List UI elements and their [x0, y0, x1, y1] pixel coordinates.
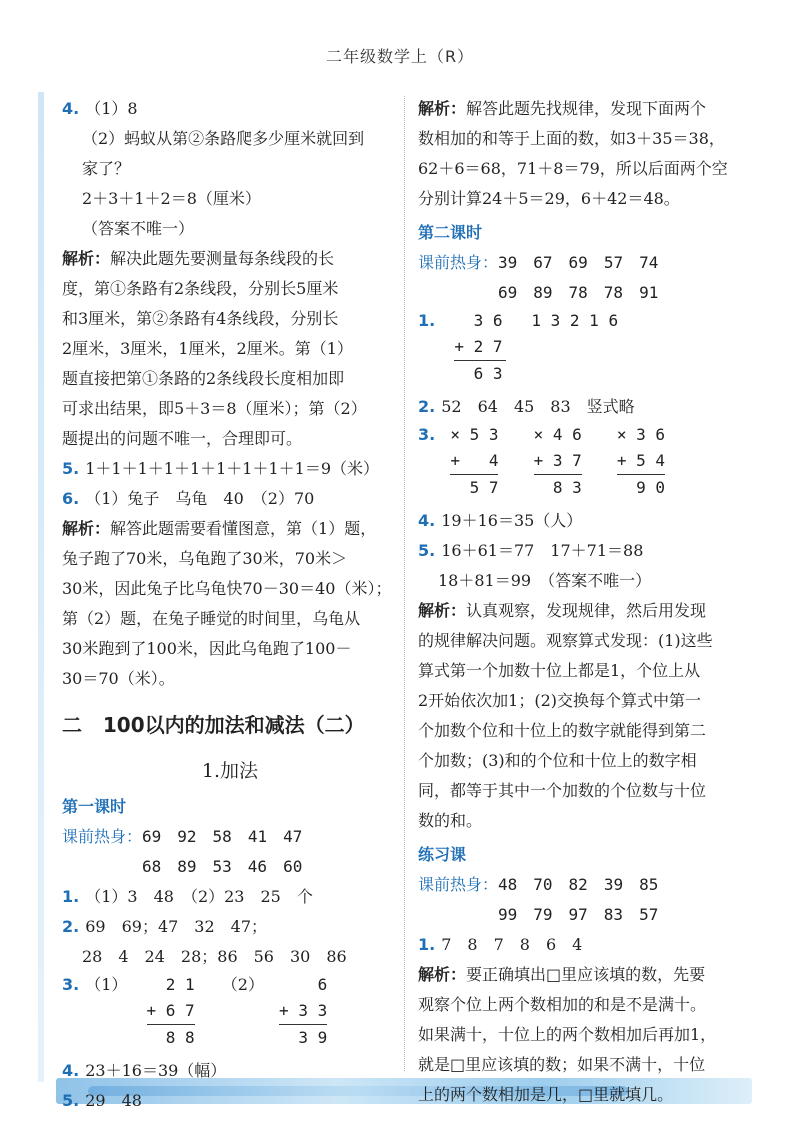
answer-2-line-1 — [62, 912, 398, 942]
answer-text: 23＋16＝39（幅） — [85, 1061, 227, 1080]
question-number: 4. — [62, 99, 80, 118]
chapter-title: 100以内的加法和减法（二） — [102, 713, 365, 737]
answer-part-label: （2） — [221, 975, 264, 994]
answer-b5-line-2: 18＋81＝99 （答案不唯一） — [438, 571, 652, 590]
vertical-calculation — [147, 972, 195, 1051]
analysis-line: 2厘米，3厘米，1厘米，2厘米。第（1） — [62, 339, 353, 358]
lesson-title: 第二课时 — [418, 223, 483, 242]
question-number: 1. — [418, 935, 436, 954]
question-number: 3. — [418, 425, 436, 444]
answer-1 — [62, 882, 398, 912]
warmup-row-1: 39 67 69 57 74 — [498, 253, 659, 272]
analysis-line: 解答此题先找规律，发现下面两个 — [466, 99, 707, 118]
page-header-title: 二年级数学上（R） — [325, 47, 475, 66]
question-number: 4. — [418, 511, 436, 530]
warmup-row-2: 68 89 53 46 60 — [142, 857, 303, 876]
analysis-line: 算式第一个加数十位上都是1，个位上从 — [418, 661, 701, 680]
analysis-line: 可求出结果，即5＋3＝8（厘米）；第（2） — [62, 399, 367, 418]
question-number: 5. — [418, 541, 436, 560]
analysis-line: 分别计算24＋5＝29，6＋42＝48。 — [418, 189, 680, 208]
analysis-line: 个加数个位和十位上的数字就能得到第二 — [418, 721, 707, 740]
analysis-line: 同，都等于其中一个加数的个位数与十位 — [418, 781, 707, 800]
analysis-line: 数的和。 — [418, 811, 483, 830]
answer-text: 52 64 45 83 竖式略 — [441, 397, 635, 416]
answer-text: 1＋1＋1＋1＋1＋1＋1＋1＋1＝9（米） — [85, 459, 380, 478]
analysis-line: 上的两个数相加是几，□里就填几。 — [418, 1085, 674, 1104]
answer-4b — [62, 1056, 398, 1086]
question-number: 1. — [418, 311, 436, 330]
analysis-label: 解析： — [418, 965, 467, 984]
analysis-line: 2开始依次加1；(2)交换每个算式中第一 — [418, 691, 702, 710]
calc-row: + 3 7 — [533, 451, 582, 470]
calc-result: 9 0 — [617, 474, 665, 501]
lesson-title: 第一课时 — [62, 797, 127, 816]
answer-text: 69 69；47 32 47； — [85, 917, 268, 936]
chapter-number: 二 — [62, 713, 82, 737]
analysis-block-b5 — [418, 596, 748, 836]
question-number: 6. — [62, 489, 80, 508]
answer-text: 16＋61＝77 17＋71＝88 — [441, 541, 644, 560]
chapter-heading — [62, 700, 398, 750]
warmup-label: 课前热身： — [418, 875, 499, 894]
calc-row: 6 — [279, 975, 328, 994]
warmup-label: 课前热身： — [62, 827, 143, 846]
analysis-block-c1 — [418, 960, 748, 1110]
answer-b1 — [418, 308, 748, 392]
answer-3 — [62, 972, 398, 1056]
analysis-line: 30米，因此兔子比乌龟快70－30＝40（米）； — [62, 579, 392, 598]
analysis-line: 题直接把第①条路的2条线段长度相加即 — [62, 369, 345, 388]
warmup-row-1: 69 92 58 41 47 — [142, 827, 303, 846]
analysis-line: 62＋6＝68，71＋8＝79，所以后面两个空 — [418, 159, 728, 178]
vertical-calculation — [454, 308, 618, 387]
answer-5 — [62, 454, 398, 484]
analysis-block-top — [418, 94, 748, 214]
calc-row: + 3 3 — [279, 1001, 328, 1020]
vertical-calculation — [617, 422, 665, 501]
answer-text: 7 8 7 8 6 4 — [441, 935, 583, 954]
analysis-label: 解析： — [418, 99, 467, 118]
question-number: 4. — [62, 1061, 80, 1080]
answer-b2 — [418, 392, 748, 422]
right-column — [418, 94, 748, 1110]
analysis-line: 兔子跑了70米，乌龟跑了30米，70米＞ — [62, 549, 348, 568]
analysis-line: 30＝70（米）。 — [62, 669, 175, 688]
analysis-line: 解决此题先要测量每条线段的长 — [110, 249, 335, 268]
vertical-calculation — [534, 422, 582, 501]
left-column — [62, 94, 398, 1116]
answer-b3 — [418, 422, 748, 506]
answer-text: 19＋16＝35（人） — [441, 511, 583, 530]
answer-text: （1）8 — [85, 99, 138, 118]
analysis-block-4 — [62, 244, 398, 454]
warmup-row-2: 69 89 78 78 91 — [498, 283, 659, 302]
column-divider — [404, 96, 406, 1071]
question-number: 1. — [62, 887, 80, 906]
analysis-line: 题提出的问题不唯一，合理即可。 — [62, 429, 303, 448]
question-number: 3. — [62, 975, 80, 994]
analysis-label: 解析： — [418, 601, 467, 620]
calc-row: × 5 3 — [450, 425, 499, 444]
calc-row: + 6 7 — [146, 1001, 195, 1020]
question-number: 5. — [62, 1091, 80, 1110]
section-heading: 1.加法 — [201, 760, 259, 782]
vertical-calculation — [279, 972, 327, 1051]
warmup-row-1: 48 70 82 39 85 — [498, 875, 659, 894]
calc-row: × 4 6 — [533, 425, 582, 444]
answer-4-line-4: 2＋3＋1＋2＝8（厘米） — [82, 189, 261, 208]
question-number: 2. — [418, 397, 436, 416]
lesson-title: 练习课 — [418, 845, 467, 864]
analysis-line: 观察个位上两个数相加的和是不是满十。 — [418, 995, 707, 1014]
calc-result: 5 7 — [450, 474, 498, 501]
analysis-label: 解析： — [62, 249, 111, 268]
answer-4-line-5: （答案不唯一） — [82, 219, 195, 238]
answer-text: 29 48 — [85, 1091, 142, 1110]
analysis-label: 解析： — [62, 519, 111, 538]
analysis-line: 和3厘米，第②条路有4条线段，分别长 — [62, 309, 339, 328]
answer-6 — [62, 484, 398, 514]
warmup-row-2: 99 79 97 83 57 — [498, 905, 659, 924]
analysis-block-6 — [62, 514, 398, 694]
analysis-line: 的规律解决问题。观察算式发现：(1)这些 — [418, 631, 713, 650]
analysis-line: 认真观察，发现规律，然后用发现 — [466, 601, 707, 620]
answer-4-line-2: （2）蚂蚁从第②条路爬多少厘米就回到 — [82, 129, 365, 148]
analysis-line: 数相加的和等于上面的数，如3＋35＝38， — [418, 129, 725, 148]
calc-result: 8 8 — [147, 1024, 195, 1051]
left-decorative-bar — [38, 92, 44, 1082]
answer-text: （1）兔子 乌龟 40 （2）70 — [85, 489, 315, 508]
answer-c1 — [418, 930, 748, 960]
answer-b4 — [418, 506, 748, 536]
warmup-label: 课前热身： — [418, 253, 499, 272]
calc-row: + 5 4 — [616, 451, 666, 470]
analysis-line: 30米跑到了100米，因此乌龟跑了100－ — [62, 639, 352, 658]
calc-row: + 2 7 — [454, 337, 503, 356]
analysis-line: 度，第①条路有2条线段，分别长5厘米 — [62, 279, 339, 298]
question-number: 2. — [62, 917, 80, 936]
calc-result: 8 3 — [534, 474, 582, 501]
calc-row: × 3 6 — [616, 425, 666, 444]
answer-part-label: （1） — [85, 975, 128, 994]
question-number: 5. — [62, 459, 80, 478]
analysis-line: 第（2）题，在兔子睡觉的时间里，乌龟从 — [62, 609, 361, 628]
calc-row: 3 6 1 3 2 1 6 — [454, 311, 619, 330]
analysis-line: 要正确填出□里应该填的数，先要 — [466, 965, 706, 984]
vertical-calculation — [450, 422, 498, 501]
answer-b5-line-1 — [418, 536, 748, 566]
answer-4-line-3: 家了？ — [82, 159, 131, 178]
analysis-line: 如果满十，十位上的两个数相加后再加1， — [418, 1025, 717, 1044]
calc-row: + 4 — [450, 451, 499, 470]
answer-2-line-2: 28 4 24 28；86 56 30 86 — [82, 947, 347, 966]
calc-row: 2 1 — [146, 975, 195, 994]
analysis-line: 就是□里应该填的数；如果不满十，十位 — [418, 1055, 706, 1074]
answer-5b — [62, 1086, 398, 1116]
calc-result: 3 9 — [279, 1024, 327, 1051]
answer-text: （1）3 48 （2）23 25 个 — [85, 887, 313, 906]
calc-result: 6 3 — [454, 360, 506, 387]
analysis-line: 解答此题需要看懂图意，第（1）题， — [110, 519, 377, 538]
analysis-line: 个加数；(3)和的个位和十位上的数字相 — [418, 751, 697, 770]
answer-4-line-1 — [62, 94, 398, 124]
